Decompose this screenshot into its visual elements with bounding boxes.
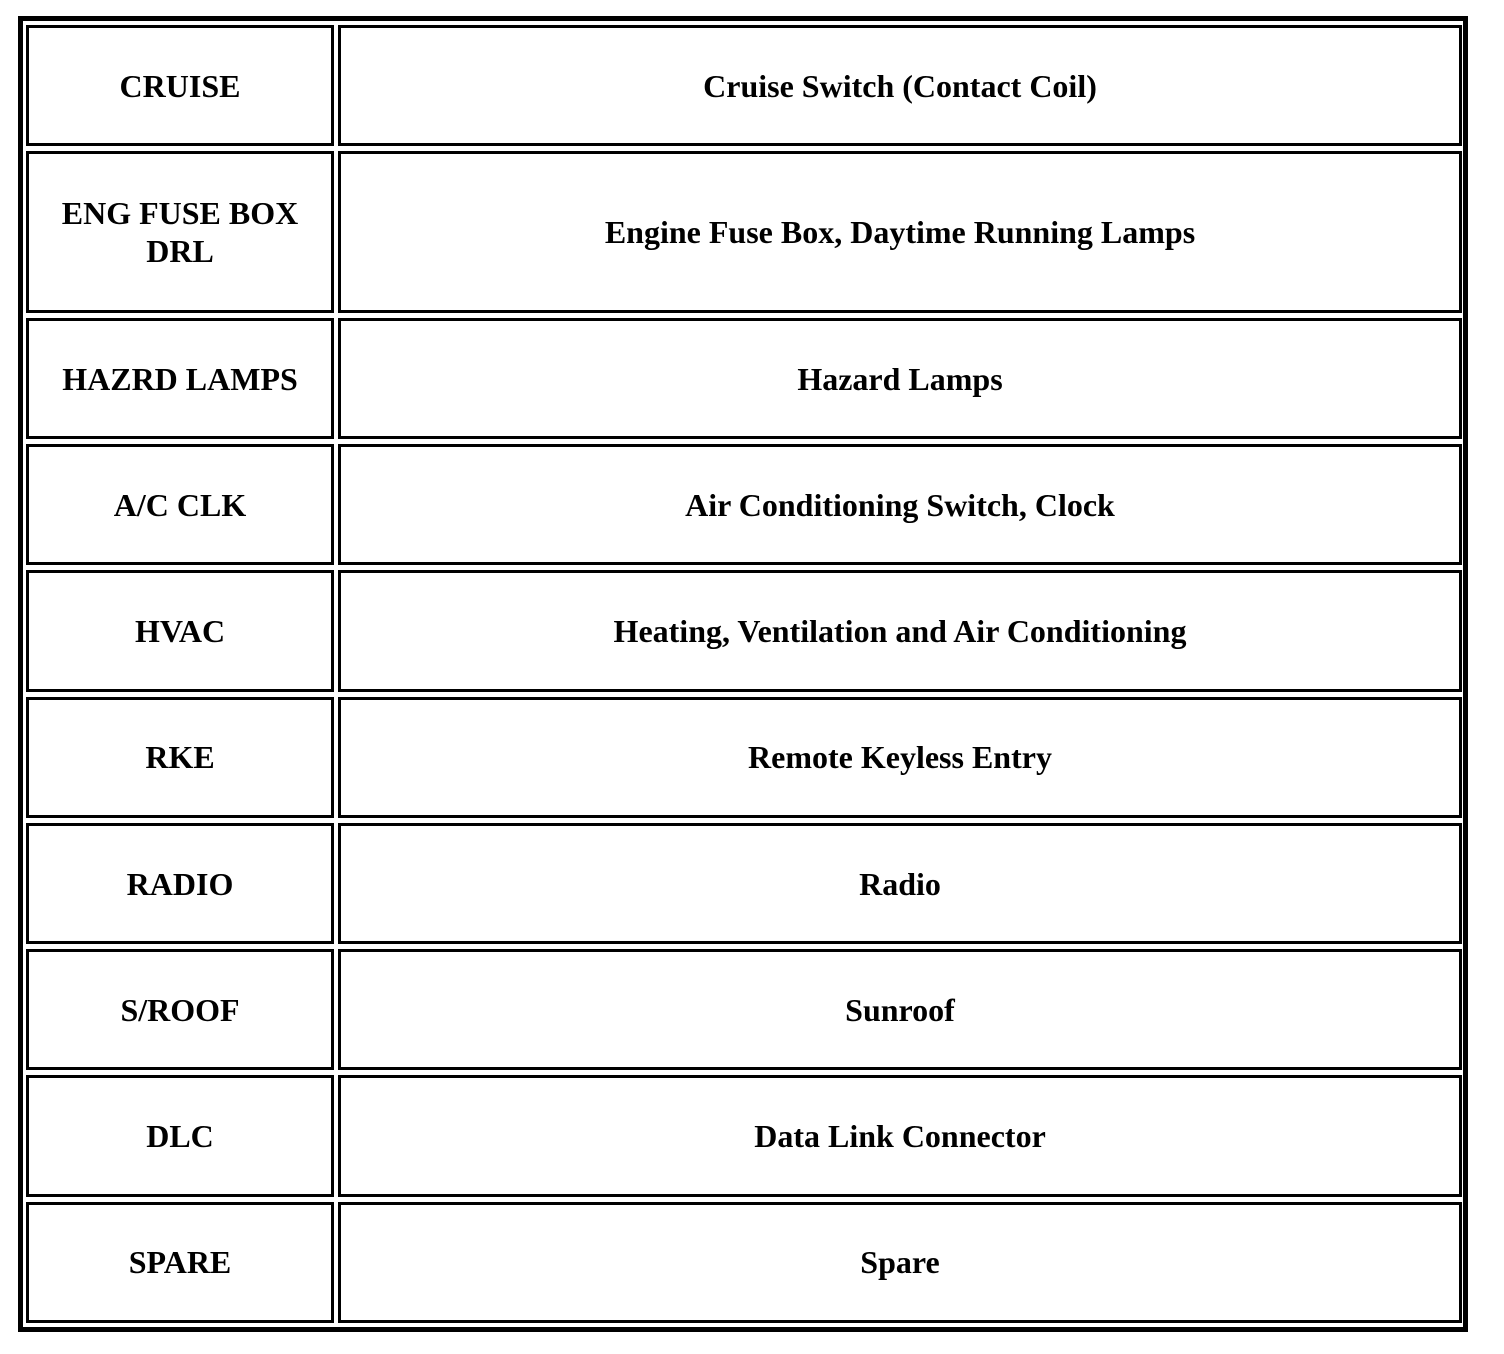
table-row — [26, 444, 1462, 565]
fuse-code-cell: SPARE — [26, 1202, 334, 1323]
fuse-code-cell: S/ROOF — [26, 949, 334, 1070]
table-row — [26, 25, 1462, 146]
fuse-description-cell: Radio — [338, 823, 1462, 944]
table-row — [26, 318, 1462, 439]
fuse-code-cell: RADIO — [26, 823, 334, 944]
table-row — [26, 570, 1462, 691]
fuse-description-cell: Cruise Switch (Contact Coil) — [338, 25, 1462, 146]
fuse-description-cell: Engine Fuse Box, Daytime Running Lamps — [338, 151, 1462, 313]
fuse-code-cell: A/C CLK — [26, 444, 334, 565]
fuse-description-cell: Spare — [338, 1202, 1462, 1323]
fuse-description-cell: Data Link Connector — [338, 1075, 1462, 1196]
fuse-description-cell: Remote Keyless Entry — [338, 697, 1462, 818]
fuse-description-cell: Air Conditioning Switch, Clock — [338, 444, 1462, 565]
table-row — [26, 151, 1462, 313]
table-row — [26, 1075, 1462, 1196]
fuse-legend-table — [22, 20, 1466, 1328]
table-row — [26, 823, 1462, 944]
table-row — [26, 697, 1462, 818]
fuse-code-cell: HVAC — [26, 570, 334, 691]
fuse-description-cell: Heating, Ventilation and Air Conditioning — [338, 570, 1462, 691]
fuse-code-cell: HAZRD LAMPS — [26, 318, 334, 439]
fuse-code-cell: CRUISE — [26, 25, 334, 146]
fuse-description-cell: Sunroof — [338, 949, 1462, 1070]
table-row — [26, 1202, 1462, 1323]
table-row — [26, 949, 1462, 1070]
fuse-description-cell: Hazard Lamps — [338, 318, 1462, 439]
fuse-code-cell: ENG FUSE BOX DRL — [26, 151, 334, 313]
fuse-code-cell: DLC — [26, 1075, 334, 1196]
fuse-code-cell: RKE — [26, 697, 334, 818]
